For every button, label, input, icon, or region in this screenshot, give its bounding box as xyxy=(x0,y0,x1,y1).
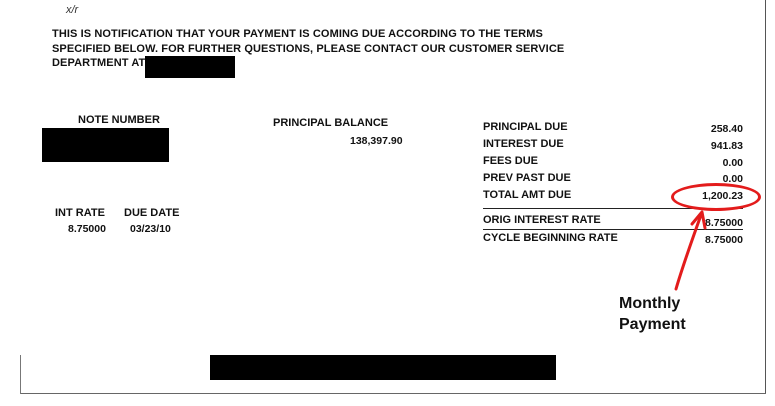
orig-interest-rate-label: ORIG INTEREST RATE xyxy=(483,214,601,226)
scan-mark: x/r xyxy=(66,4,79,16)
principal-due-label: PRINCIPAL DUE xyxy=(483,121,568,133)
notice-line-1: THIS IS NOTIFICATION THAT YOUR PAYMENT IS COMING DUE ACCORDING TO THE TERMS xyxy=(52,28,543,40)
int-rate-value: 8.75000 xyxy=(68,223,106,235)
principal-due-value: 258.40 xyxy=(710,123,743,135)
highlight-circle xyxy=(671,183,761,211)
prev-past-due-value: 0.00 xyxy=(722,173,743,185)
total-amt-due-label: TOTAL AMT DUE xyxy=(483,189,572,201)
prev-past-due-label: PREV PAST DUE xyxy=(483,172,571,184)
redacted-phone-number xyxy=(145,56,235,78)
redacted-footer xyxy=(210,355,556,380)
redacted-note-number xyxy=(42,128,169,162)
cycle-beginning-rate-value: 8.75000 xyxy=(705,234,743,246)
fees-due-value: 0.00 xyxy=(722,157,743,169)
interest-due-label: INTEREST DUE xyxy=(483,138,564,150)
principal-balance-value: 138,397.90 xyxy=(350,135,403,147)
notice-line-3: DEPARTMENT AT xyxy=(52,57,146,69)
orig-interest-rate-value: 8.75000 xyxy=(705,217,743,229)
paper-edge-left xyxy=(20,355,21,394)
divider-rule-lower xyxy=(483,229,743,230)
annotation-line-2: Payment xyxy=(619,316,686,333)
notification-text xyxy=(52,27,564,71)
fees-due-label: FEES DUE xyxy=(483,155,539,167)
annotation-line-1: Monthly xyxy=(619,295,681,312)
int-rate-label: INT RATE xyxy=(55,207,105,219)
cycle-beginning-rate-label: CYCLE BEGINNING RATE xyxy=(483,232,618,244)
note-number-label: NOTE NUMBER xyxy=(78,114,160,126)
interest-due-value: 941.83 xyxy=(710,140,743,152)
paper-edge-bottom xyxy=(20,393,766,394)
total-amt-due-value: 1,200.23 xyxy=(702,190,743,202)
principal-balance-label: PRINCIPAL BALANCE xyxy=(273,117,389,129)
due-date-label: DUE DATE xyxy=(124,207,180,219)
paper-edge-right xyxy=(765,0,766,394)
due-date-value: 03/23/10 xyxy=(130,223,171,235)
notice-line-2: SPECIFIED BELOW. FOR FURTHER QUESTIONS, PLEASE CONTACT OUR CUSTOMER SERVICE xyxy=(52,42,565,55)
monthly-payment-annotation xyxy=(619,293,686,335)
